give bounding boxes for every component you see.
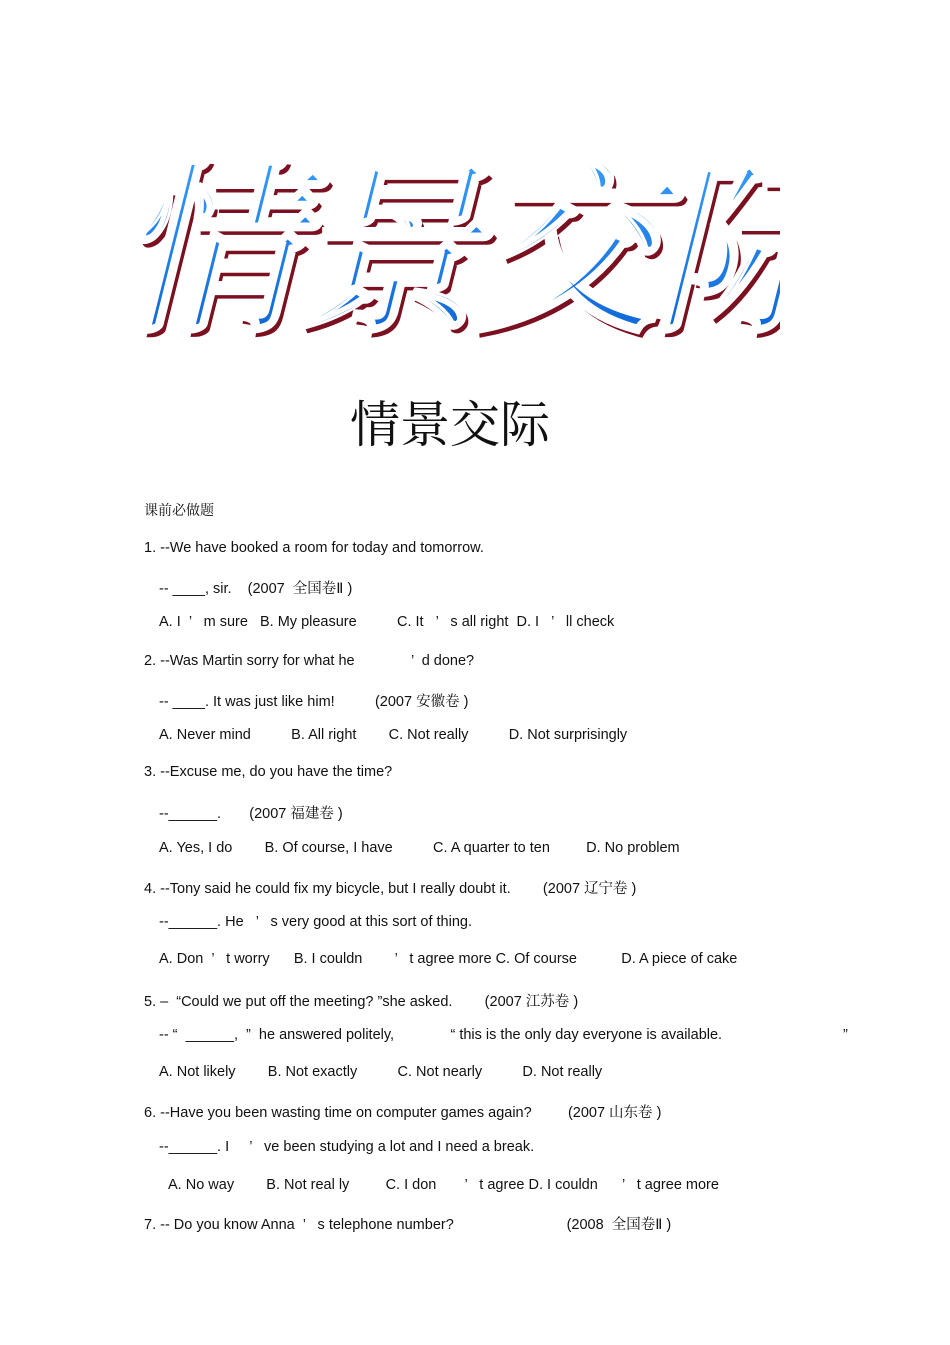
question-5: 5. – “Could we put off the meeting? ”she asked. (2007 江苏卷 ) bbox=[144, 994, 579, 1010]
wordart-svg bbox=[140, 110, 780, 350]
answer-prompt-6: --______. I ’ ve been studying a lot and I need a break. bbox=[159, 1139, 535, 1155]
wordart-text: 情景交际 bbox=[140, 144, 780, 350]
question-3: 3. --Excuse me, do you have the time? bbox=[144, 764, 393, 780]
options-2: A. Never mind B. All right C. Not really D. Not surprisingly bbox=[159, 727, 628, 743]
question-2: 2. --Was Martin sorry for what he ’ d done? bbox=[144, 653, 475, 669]
question-6: 6. --Have you been wasting time on computer games again? (2007 山东卷 ) bbox=[144, 1105, 662, 1121]
question-4: 4. --Tony said he could fix my bicycle, but I really doubt it. (2007 辽宁卷 ) bbox=[144, 881, 637, 897]
options-4: A. Don ’ t worry B. I couldn ’ t agree more C. Of course D. A piece of cake bbox=[159, 951, 738, 967]
options-5: A. Not likely B. Not exactly C. Not nearly D. Not really bbox=[159, 1064, 603, 1080]
answer-prompt-4: --______. He ’ s very good at this sort of thing. bbox=[159, 914, 472, 930]
wordart-banner bbox=[140, 110, 780, 350]
question-7: 7. -- Do you know Anna ’ s telephone number? (2008 全国卷Ⅱ ) bbox=[144, 1217, 672, 1233]
answer-prompt-1: -- ____, sir. (2007 全国卷Ⅱ ) bbox=[159, 581, 353, 597]
page-title: 情景交际 bbox=[350, 396, 550, 454]
answer-prompt-5: -- “ ______, ” he answered politely, “ this is the only day everyone is available. ” bbox=[159, 1027, 848, 1043]
section-heading: 课前必做题 bbox=[144, 502, 214, 518]
options-1: A. I ’ m sure B. My pleasure C. It ’ s all right D. I ’ ll check bbox=[159, 614, 615, 630]
wordart-shadow: 情景交际 bbox=[140, 149, 780, 350]
answer-prompt-3: --______. (2007 福建卷 ) bbox=[159, 806, 343, 822]
options-6: A. No way B. Not real ly C. I don ’ t agree D. I couldn ’ t agree more bbox=[168, 1177, 719, 1193]
answer-prompt-2: -- ____. It was just like him! (2007 安徽卷 ) bbox=[159, 694, 469, 710]
question-1: 1. --We have booked a room for today and tomorrow. bbox=[144, 540, 484, 556]
options-3: A. Yes, I do B. Of course, I have C. A quarter to ten D. No problem bbox=[159, 840, 680, 856]
